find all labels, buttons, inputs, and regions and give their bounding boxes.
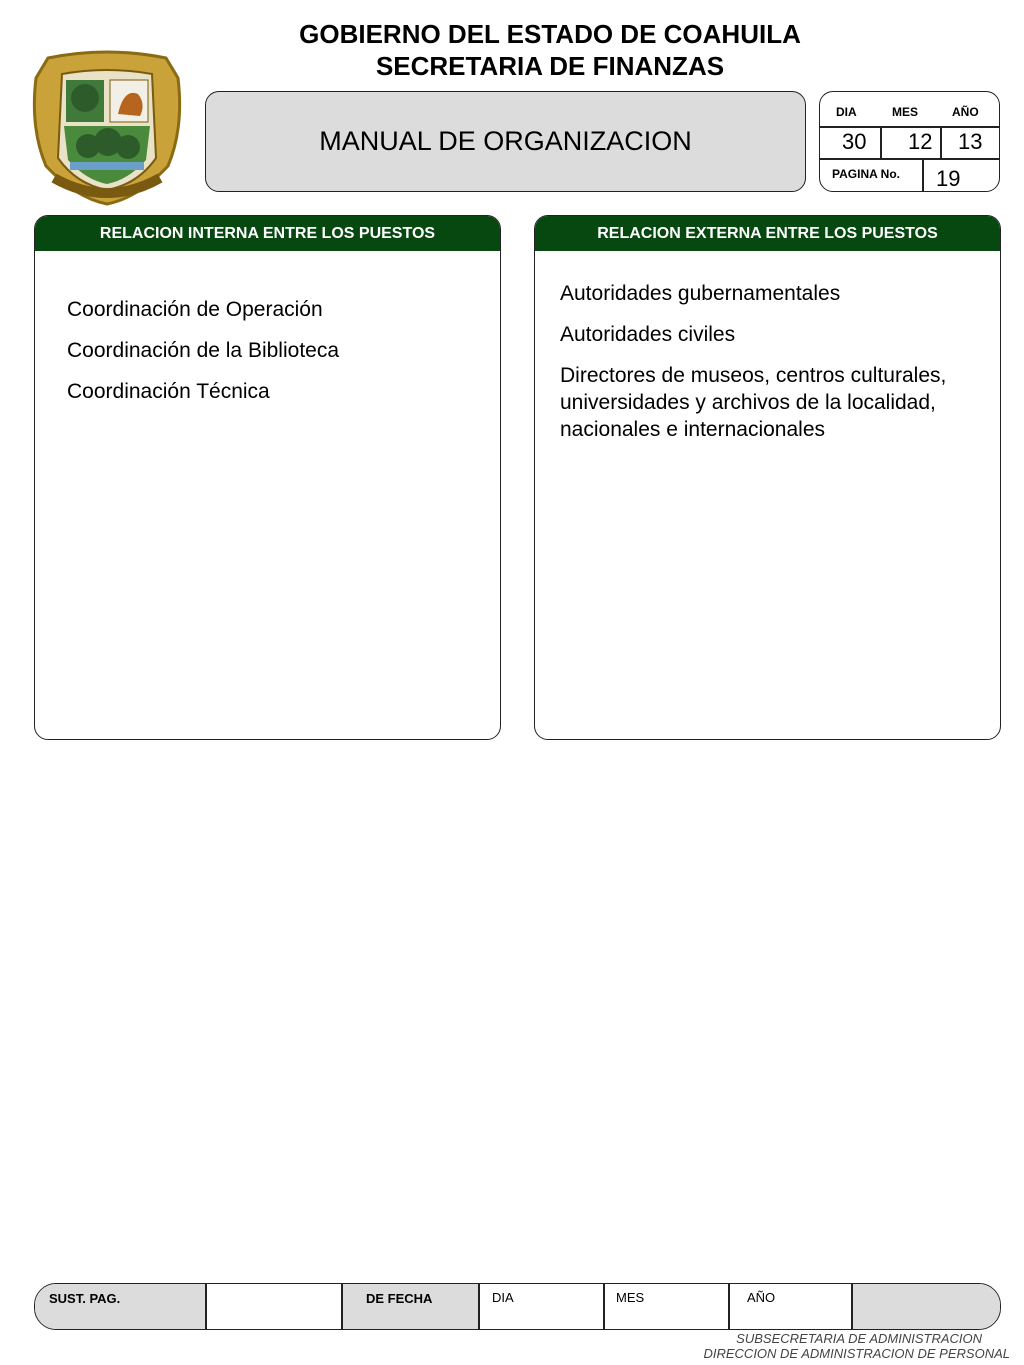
mes-label: MES <box>892 105 919 119</box>
ano-value: 13 <box>958 129 983 154</box>
internal-item: Coordinación de Operación <box>67 298 323 321</box>
date-divider-v3 <box>922 158 924 192</box>
government-title: GOBIERNO DEL ESTADO DE COAHUILA <box>299 19 801 49</box>
date-divider-mid <box>820 158 999 160</box>
footer-divider <box>603 1284 605 1329</box>
pagina-value: 19 <box>936 166 961 191</box>
footer-divider <box>205 1284 207 1329</box>
subsecretaria-note: SUBSECRETARIA DE ADMINISTRACION <box>736 1331 982 1346</box>
internal-relations-panel <box>34 215 501 740</box>
date-divider-top <box>820 126 999 128</box>
external-relations-panel <box>534 215 1001 740</box>
footer-substitution-bar <box>34 1283 1001 1330</box>
footer-mes-label: MES <box>616 1290 645 1305</box>
department-title: SECRETARIA DE FINANZAS <box>375 51 725 81</box>
footer-divider <box>478 1284 480 1329</box>
external-relations-heading: RELACION EXTERNA ENTRE LOS PUESTOS <box>535 216 1000 251</box>
pagina-label: PAGINA No. <box>832 167 900 181</box>
date-box <box>819 91 1000 192</box>
footer-divider <box>728 1284 730 1329</box>
internal-item: Coordinación Técnica <box>67 380 270 403</box>
dia-label: DIA <box>836 105 857 119</box>
external-item: Autoridades civiles <box>560 323 736 346</box>
external-item: Autoridades gubernamentales <box>560 282 841 305</box>
ano-label: AÑO <box>952 105 979 119</box>
footer-ano-label: AÑO <box>747 1290 776 1305</box>
document-title-box <box>205 91 806 192</box>
direccion-note: DIRECCION DE ADMINISTRACION DE PERSONAL <box>703 1346 1010 1361</box>
internal-relations-heading: RELACION INTERNA ENTRE LOS PUESTOS <box>35 216 500 251</box>
state-seal-logo <box>28 48 186 206</box>
footer-end-cell <box>853 1284 1001 1329</box>
date-divider-v1 <box>880 126 882 158</box>
de-fecha-label: DE FECHA <box>366 1291 433 1306</box>
sust-pag-label: SUST. PAG. <box>49 1291 121 1306</box>
footer-dia-label: DIA <box>492 1290 514 1305</box>
dia-value: 30 <box>842 129 867 154</box>
internal-item: Coordinación de la Biblioteca <box>67 339 340 362</box>
date-divider-v2 <box>940 126 942 158</box>
mes-value: 12 <box>908 129 933 154</box>
external-item: Directores de museos, centros culturales, universidades y archivos de la localidad, nacionales e internacionales <box>560 364 947 441</box>
document-title: MANUAL DE ORGANIZACION <box>319 126 692 156</box>
